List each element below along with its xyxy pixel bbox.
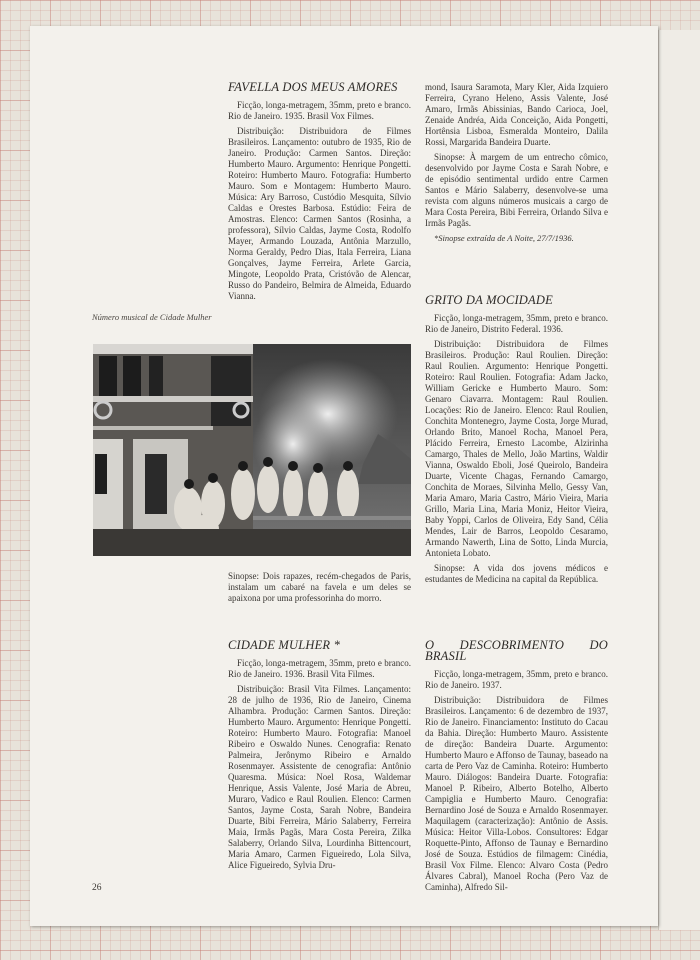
film-intro: Ficção, longa-metragem, 35mm, preto e branco. Rio de Janeiro. 1935. Brasil Vox Filmes.: [228, 100, 411, 121]
film-credits-continued: mond, Isaura Saramota, Mary Kler, Aida Izquiero Ferreira, Cyrano Heleno, Assis Valente, José Amaro, Irmãs Abissinias, Bando Carioca, Joel, Zenaide Andréa, Aida Conceição, Aida Pongetti, Hortênsia Lisboa, Esmeralda Monteiro, Dalila Rossi, Margarida Bandeira Duarte.: [425, 82, 608, 147]
film-credits: Distribuição: Distribuidora de Filmes Brasileiros. Lançamento: 6 de dezembro de 1937, Rio de Janeiro. Financiamento: Instituto do Cacau da Bahia. Direção: Humberto Mauro. Assistente de direção: Bandeira Duarte. Argumento: Humberto Mauro e Affonso de Taunay, baseado na carta de Pero Vaz de Caminha. Roteiro: Humberto Mauro. Diálogos: Bandeira Duarte. Fotografia: Manoel P. Ribeiro, Alberto Botelho, Alberto Campiglia e Humberto Mauro. Cenografia: Bernardino José de Souza e Arnaldo Rosenmayer. Maquilagem (caracterização): Antônio de Assis. Música: Heitor Villa-Lobos. Consultores: Edgar Roquette-Pinto, Affonso de Taunay e Bernardino José de Souza. Estúdios de filmagem: Cinédia, Brasil Vox Filme. Elenco: Alvaro Costa (Pedro Álvares Cabral), Manoel Rocha (Pero Vaz de Caminha), Alfredo Sil-: [425, 695, 608, 892]
film-title: CIDADE MULHER *: [228, 638, 341, 652]
film-entry-cidade-mulher: [228, 640, 411, 875]
film-entry-favella: [228, 82, 411, 306]
photo-sinopse: Sinopse: Dois rapazes, recém-chegados de Paris, instalam um cabaré na favela e um deles se apaixona por uma professorinha do morro.: [228, 571, 411, 603]
film-intro: Ficção, longa-metragem, 35mm, preto e branco. Rio de Janeiro, Distrito Federal. 1936.: [425, 313, 608, 334]
film-credits: Distribuição: Distribuidora de Filmes Brasileiros. Lançamento: outubro de 1935, Rio de Janeiro. Produção: Carmen Santos. Direção: Humberto Mauro. Argumento: Henrique Pongetti. Roteiro: Humberto Mauro. Fotografia: Humberto Mauro. Som e Montagem: Humberto Mauro. Música: Ary Barroso, Custódio Mesquita, Sílvio Caldas e Orestes Barbosa. Estúdio: Feira de Amostras. Elenco: Carmen Santos (Rosinha, a professora), Sílvio Caldas, Jayme Costa, Rodolfo Mayer, Armando Louzada, Antônia Marzullo, Norma Geraldy, Pedro Dias, Itala Ferreira, Liana Gonçalves, Jayme Ferreira, Arlete Garcia, Mingote, Leopoldo Prata, Cristóvão de Alencar, Russo do Pandeiro, Belmira de Almeida, Eduardo Vianna.: [228, 126, 411, 301]
film-entry-descobrimento: [425, 640, 608, 897]
photo-caption: Número musical de Cidade Mulher: [92, 312, 212, 322]
sinopse-source-note: *Sinopse extraída de A Noite, 27/7/1936.: [434, 233, 574, 243]
facing-page-edge: [658, 30, 700, 930]
film-intro: Ficção, longa-metragem, 35mm, preto e branco. Rio de Janeiro. 1937.: [425, 669, 608, 690]
film-entry-grito: [425, 295, 608, 589]
film-title: FAVELLA DOS MEUS AMORES: [228, 80, 398, 94]
film-sinopse: Sinopse: A vida dos jovens médicos e estudantes de Medicina na capital da República.: [425, 563, 608, 584]
page-number: 26: [92, 883, 102, 893]
film-title: O DESCOBRIMENTO DO BRASIL: [425, 638, 608, 663]
film-title: GRITO DA MOCIDADE: [425, 293, 553, 307]
film-credits: Distribuição: Distribuidora de Filmes Brasileiros. Produção: Raul Roulien. Direção: Raul Roulien. Argumento: Henrique Pongetti. Roteiro: Raul Roulien. Fotografia: Adam Jacko, William Gericke e Humberto Mauro. Som: Genaro Ciavarra. Montagem: Raul Roulien. Locações: Rio de Janeiro. Elenco: Raul Roulien, Conchita Montenegro, Jayme Costa, Jorge Murad, Orlando Brito, Manoel Rocha, Manoel Pera, Plácido Ferreira, Ernesto Lacombe, Alzirinha Camargo, Thales de Mello, João Martins, Waldir Vianna, Oswaldo Eboli, José Queirolo, Bandeira Duarte, Vicente Chagas, Fernando Camargo, Conchita de Moraes, Silvinha Mello, Gessy Van, Maria Amaro, Maria Castro, Mário Vieira, Maria Grillo, Maria Lina, Maria Moniz, Heitor Vieira, Baby Yoppi, Carlos de Oliveira, Edy Sand, Célia Mendes, Lair de Barros, Leopoldo Cesaramo, Armando Nawerth, Lina de Sotto, Linda Murcia, Antonieta Lobato.: [425, 339, 608, 558]
film-entry-favella-continued: [425, 82, 608, 248]
film-still-image: [93, 344, 411, 556]
film-sinopse: Sinopse: À margem de um entrecho cômico, desenvolvido por Jayme Costa e Sarah Nobre, e de episódio sentimental urdido entre Carmen Santos e Mário Salaberry, desenvolve-se uma revista com alguns números musicais a cargo de Mara Costa Pereira, Bibi Ferreira, Orlando Silva e Irmãs Pagãs.: [425, 152, 608, 228]
film-intro: Ficção, longa-metragem, 35mm, preto e branco. Rio de Janeiro. 1936. Brasil Vita Filmes.: [228, 658, 411, 679]
film-credits: Distribuição: Brasil Vita Filmes. Lançamento: 28 de julho de 1936, Rio de Janeiro, Cinema Alhambra. Produção: Carmen Santos. Direção: Humberto Mauro. Argumento: Henrique Pongetti. Roteiro: Humberto Mauro. Fotografia: Manoel Ribeiro e Oswaldo Nunes. Cenografia: Renato Palmeira, Jerônymo Ribeiro e Arnaldo Rosenmayer. Assistente de cenografia: Antônio Quaresma. Música: Noel Rosa, Waldemar Henrique, Assis Valente, José Maria de Abreu, Muraro, Vadico e Raul Roulien. Elenco: Carmen Santos, Jayme Costa, Sarah Nobre, Bandeira Duarte, Bibi Ferreira, Mário Salaberry, Ferreira Maia, Irmãs Pagãs, Mara Costa Pereira, Zilka Salaberry, Orlando Silva, Lourdinha Bittencourt, Maria Amaro, Carmen Figueiredo, Lola Silva, Alice Figueiredo, Sylvia Dru-: [228, 684, 411, 870]
film-still-photo: [93, 344, 411, 556]
